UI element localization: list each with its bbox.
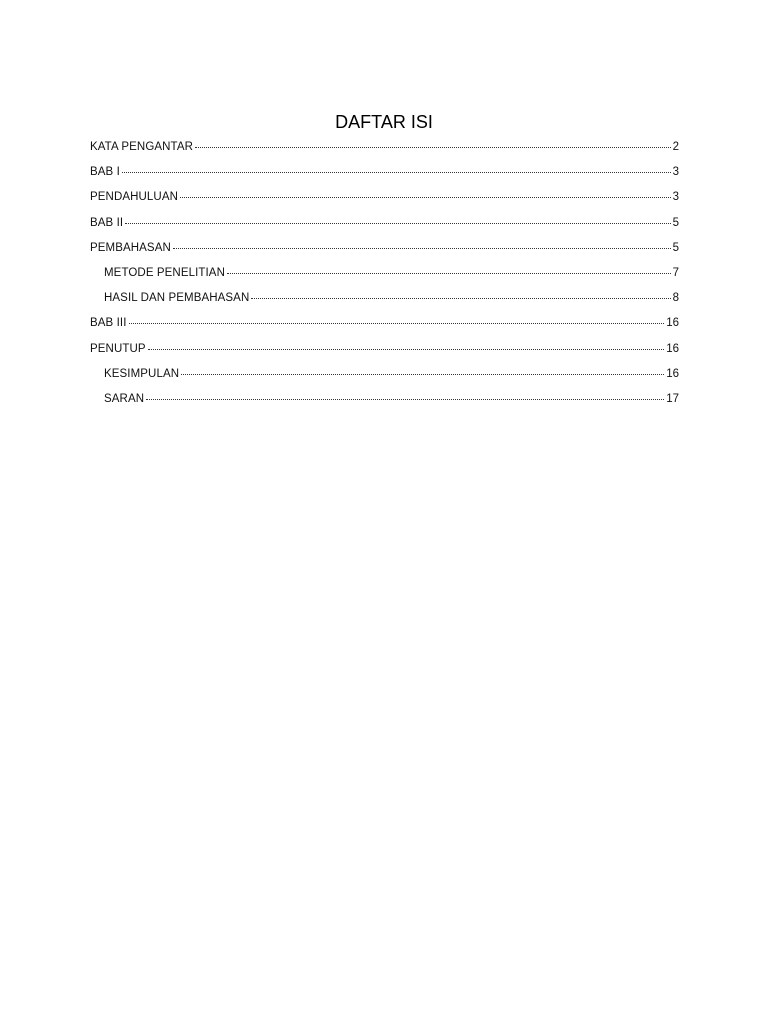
table-of-contents (90, 135, 679, 412)
toc-entry-page-number: 5 (672, 241, 679, 254)
toc-entry-page-number: 2 (672, 141, 679, 153)
toc-entry[interactable] (90, 261, 679, 286)
toc-entry-page-number: 7 (672, 266, 679, 279)
toc-entry-page-number: 16 (666, 317, 679, 330)
toc-entry-label: PEMBAHASAN (90, 241, 171, 254)
toc-dot-leader (195, 136, 671, 150)
toc-entry-label: SARAN (104, 392, 145, 405)
toc-entry[interactable] (90, 286, 679, 311)
toc-dot-leader (181, 363, 664, 377)
toc-entry[interactable] (90, 362, 679, 387)
toc-dot-leader (173, 237, 671, 251)
toc-entry-label: PENUTUP (90, 342, 146, 355)
toc-dot-leader (251, 287, 670, 301)
toc-entry[interactable] (90, 337, 679, 362)
toc-entry-page-number: 16 (666, 342, 679, 355)
toc-dot-leader (122, 161, 671, 175)
toc-entry-page-number: 3 (672, 166, 679, 179)
toc-entry-label: PENDAHULUAN (90, 191, 179, 204)
toc-entry-page-number: 16 (666, 367, 679, 380)
toc-entry-page-number: 5 (672, 216, 679, 229)
toc-entry[interactable] (90, 160, 679, 185)
toc-entry[interactable] (90, 311, 679, 336)
toc-dot-leader (227, 262, 671, 276)
toc-entry[interactable] (90, 185, 679, 210)
toc-dot-leader (125, 212, 670, 226)
toc-entry[interactable] (90, 387, 679, 412)
toc-dot-leader (129, 312, 665, 326)
toc-entry[interactable] (90, 135, 679, 160)
toc-title: DAFTAR ISI (335, 112, 433, 132)
toc-entry[interactable] (90, 236, 679, 261)
toc-entry[interactable] (90, 211, 679, 236)
toc-dot-leader (146, 388, 664, 402)
toc-entry-label: BAB I (90, 166, 120, 179)
toc-entry-label: HASIL DAN PEMBAHASAN (104, 292, 250, 305)
toc-entry-page-number: 3 (672, 191, 679, 204)
toc-entry-page-number: 8 (672, 292, 679, 305)
toc-entry-label: BAB III (90, 317, 127, 330)
toc-entry-label: KATA PENGANTAR (90, 141, 194, 153)
toc-dot-leader (148, 338, 665, 352)
toc-entry-label: METODE PENELITIAN (104, 266, 225, 279)
toc-entry-page-number: 17 (666, 392, 679, 405)
toc-entry-label: KESIMPULAN (104, 367, 180, 380)
toc-dot-leader (180, 186, 671, 200)
toc-entry-label: BAB II (90, 216, 124, 229)
